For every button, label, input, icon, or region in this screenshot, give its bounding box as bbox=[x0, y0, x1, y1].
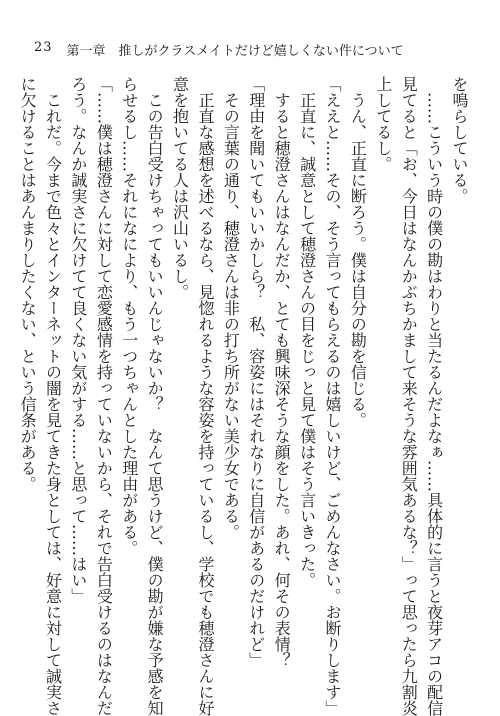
text-line: 見てると「お、今日はなんかぶちかまして来そうな雰囲気あるな？」って思ったら九割炎 bbox=[399, 76, 419, 716]
text-line: この告白受けちゃってもいいんじゃないか？ なんて思うけど、僕の勘が嫌な予感を知 bbox=[145, 76, 165, 716]
text-line: 意を抱いてる人は沢山いるし。 bbox=[170, 76, 190, 300]
text-line: ……こういう時の僕の勘はわりと当たるんだよなぁ……具体的に言うと夜芽アコの配信 bbox=[424, 76, 444, 716]
running-header bbox=[34, 40, 404, 59]
text-line: うん、正直に断ろう。僕は自分の勘を信じる。 bbox=[348, 76, 368, 428]
text-line: その言葉の通り、穂澄さんは非の打ち所がない美少女である。 bbox=[221, 76, 241, 540]
text-line: 「ええと……その、そう言ってもらえるのは嬉しいけど、ごめんなさい。お断りします」 bbox=[322, 76, 342, 716]
text-line: を鳴らしている。 bbox=[450, 76, 469, 204]
body-text bbox=[18, 76, 472, 716]
chapter-title: 第一章 推しがクラスメイトだけど嬉しくない件について bbox=[66, 44, 404, 59]
text-line: ろう。なんか誠実さに欠けてて良くない気がする……と思って……はい」 bbox=[68, 76, 88, 604]
text-line: 正直に、誠意として穂澄さんの目をじっと見て僕はそう言いきった。 bbox=[297, 76, 317, 588]
text-line: 正直な感想を述べるなら、見惚れるような容姿を持っているし、学校でも穂澄さんに好 bbox=[195, 76, 215, 716]
text-line: 「……僕は穂澄さんに対して恋愛感情を持っていないから、それで告白受けるのはなんだ bbox=[94, 76, 114, 716]
text-line: すると穂澄さんはなんだか、とても興味深そうな顔をした。あれ、何その表情？ bbox=[272, 76, 292, 668]
text-line: 「理由を聞いてもいいかしら？ 私、容姿にはそれなりに自信があるのだけれど」 bbox=[246, 76, 266, 668]
text-line: らせるし……それになにより、もう一つちゃんとした理由がある。 bbox=[119, 76, 139, 556]
text-line: これだ。今まで色々とインターネットの闇を見てきた身としては、好意に対して誠実さ bbox=[43, 76, 63, 716]
page-number: 23 bbox=[34, 40, 53, 55]
text-line: に欠けることはあんまりしたくない、という信条がある。 bbox=[18, 76, 38, 492]
text-line: 上してるし。 bbox=[373, 76, 393, 172]
